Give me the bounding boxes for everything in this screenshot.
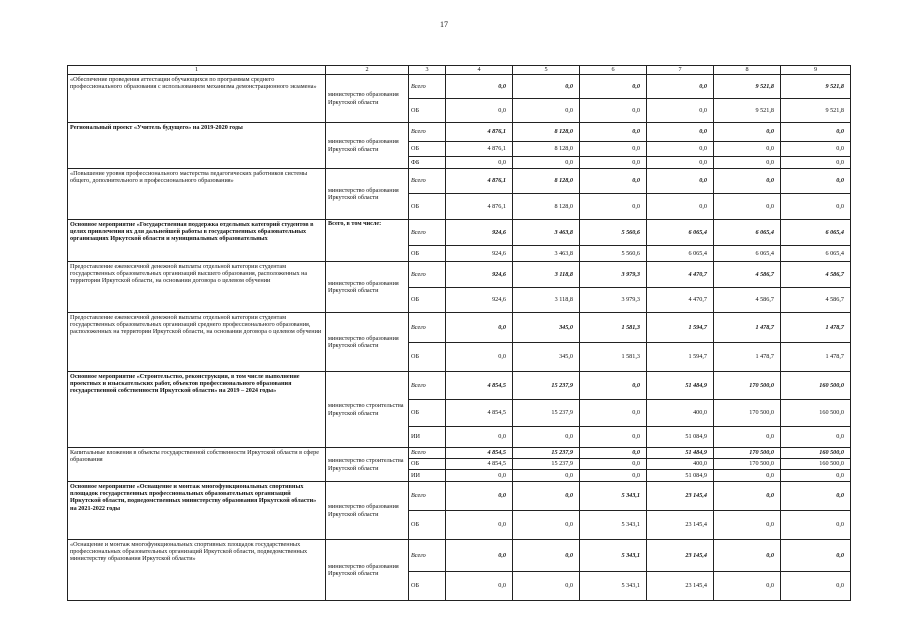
amount-cell: 0,0 xyxy=(580,400,647,427)
amount-cell: 4 470,7 xyxy=(647,288,714,313)
executor-cell: министерство образования Иркутской области xyxy=(326,482,409,540)
amount-cell: 6 065,4 xyxy=(714,246,781,262)
header-col-3: 3 xyxy=(409,66,446,75)
amount-cell: 0,0 xyxy=(513,540,580,572)
amount-cell: 0,0 xyxy=(781,540,851,572)
amount-cell: 170 500,0 xyxy=(714,400,781,427)
table-row xyxy=(68,313,851,343)
amount-cell: 0,0 xyxy=(580,142,647,157)
amount-cell: 0,0 xyxy=(513,99,580,123)
amount-cell: 0,0 xyxy=(446,511,513,540)
executor-cell: министерство образования Иркутской области xyxy=(326,313,409,372)
funding-source-cell: Всего xyxy=(409,448,446,459)
header-col-8: 8 xyxy=(714,66,781,75)
amount-cell: 0,0 xyxy=(647,99,714,123)
amount-cell: 0,0 xyxy=(714,427,781,448)
amount-cell: 51 484,9 xyxy=(647,372,714,400)
amount-cell: 0,0 xyxy=(781,470,851,482)
amount-cell: 1 478,7 xyxy=(781,313,851,343)
amount-cell: 170 500,0 xyxy=(714,448,781,459)
amount-cell: 0,0 xyxy=(714,194,781,220)
amount-cell: 0,0 xyxy=(513,157,580,169)
amount-cell: 9 521,8 xyxy=(714,75,781,99)
funding-source-cell: Всего xyxy=(409,372,446,400)
header-col-6: 6 xyxy=(580,66,647,75)
amount-cell: 0,0 xyxy=(580,123,647,142)
table-row xyxy=(68,75,851,99)
funding-source-cell: Всего xyxy=(409,313,446,343)
amount-cell: 0,0 xyxy=(446,540,513,572)
executor-cell: министерство образования Иркутской области xyxy=(326,123,409,169)
activity-name-cell: «Оснащение и монтаж многофункциональных спортивных площадок государственных профессиональных образовательных организаций Иркутской области, подведомственных министерству образования Иркутской области» xyxy=(68,540,326,601)
funding-source-cell: ИИ xyxy=(409,427,446,448)
amount-cell: 0,0 xyxy=(647,75,714,99)
amount-cell: 51 084,9 xyxy=(647,470,714,482)
activity-name-cell: Капитальные вложения в объекты государственной собственности Иркутской области в сфере образования xyxy=(68,448,326,482)
table-row xyxy=(68,540,851,572)
funding-source-cell: ОБ xyxy=(409,99,446,123)
amount-cell: 0,0 xyxy=(513,75,580,99)
amount-cell: 3 118,8 xyxy=(513,288,580,313)
funding-source-cell: ОБ xyxy=(409,142,446,157)
amount-cell: 160 500,0 xyxy=(781,459,851,470)
amount-cell: 5 560,6 xyxy=(580,246,647,262)
amount-cell: 0,0 xyxy=(714,157,781,169)
header-col-2: 2 xyxy=(326,66,409,75)
amount-cell: 4 876,1 xyxy=(446,194,513,220)
amount-cell: 6 065,4 xyxy=(647,220,714,246)
amount-cell: 0,0 xyxy=(714,169,781,194)
executor-cell: министерство строительства Иркутской области xyxy=(326,372,409,448)
amount-cell: 9 521,8 xyxy=(781,75,851,99)
header-col-7: 7 xyxy=(647,66,714,75)
funding-source-cell: Всего xyxy=(409,540,446,572)
amount-cell: 3 979,3 xyxy=(580,262,647,288)
funding-source-cell: Всего xyxy=(409,75,446,99)
executor-cell: Всего, в том числе: xyxy=(326,220,409,262)
header-row xyxy=(68,66,851,75)
amount-cell: 0,0 xyxy=(714,540,781,572)
amount-cell: 23 145,4 xyxy=(647,572,714,601)
amount-cell: 3 463,8 xyxy=(513,246,580,262)
amount-cell: 0,0 xyxy=(647,142,714,157)
amount-cell: 0,0 xyxy=(647,194,714,220)
activity-name-cell: Предоставление ежемесячной денежной выплаты отдельной категории студентам государственных образовательных организаций высшего образования, расположенных на территории Иркутской области, на основании договора о целевом обучении xyxy=(68,262,326,313)
amount-cell: 23 145,4 xyxy=(647,540,714,572)
funding-source-cell: ОБ xyxy=(409,511,446,540)
table-row xyxy=(68,448,851,459)
amount-cell: 0,0 xyxy=(781,427,851,448)
amount-cell: 15 237,9 xyxy=(513,448,580,459)
amount-cell: 15 237,9 xyxy=(513,400,580,427)
amount-cell: 0,0 xyxy=(647,157,714,169)
funding-source-cell: ОБ xyxy=(409,572,446,601)
amount-cell: 8 128,0 xyxy=(513,194,580,220)
funding-source-cell: Всего xyxy=(409,262,446,288)
amount-cell: 160 500,0 xyxy=(781,372,851,400)
activity-name-cell: «Обеспечение проведения аттестации обучающихся по программам среднего профессионального образования с использованием механизма демонстрационного экзамена» xyxy=(68,75,326,123)
amount-cell: 6 065,4 xyxy=(781,246,851,262)
amount-cell: 0,0 xyxy=(647,123,714,142)
funding-source-cell: ОБ xyxy=(409,459,446,470)
amount-cell: 0,0 xyxy=(513,470,580,482)
amount-cell: 0,0 xyxy=(781,482,851,511)
amount-cell: 0,0 xyxy=(714,572,781,601)
table-row xyxy=(68,123,851,142)
amount-cell: 1 581,3 xyxy=(580,343,647,372)
amount-cell: 4 854,5 xyxy=(446,400,513,427)
amount-cell: 4 586,7 xyxy=(781,288,851,313)
table-row xyxy=(68,262,851,288)
table-row xyxy=(68,220,851,246)
amount-cell: 0,0 xyxy=(781,123,851,142)
amount-cell: 0,0 xyxy=(580,99,647,123)
amount-cell: 0,0 xyxy=(446,427,513,448)
table-row xyxy=(68,169,851,194)
funding-source-cell: Всего xyxy=(409,482,446,511)
amount-cell: 0,0 xyxy=(781,572,851,601)
amount-cell: 0,0 xyxy=(781,157,851,169)
amount-cell: 0,0 xyxy=(714,142,781,157)
amount-cell: 15 237,9 xyxy=(513,459,580,470)
amount-cell: 0,0 xyxy=(513,511,580,540)
amount-cell: 4 854,5 xyxy=(446,448,513,459)
amount-cell: 1 478,7 xyxy=(781,343,851,372)
amount-cell: 1 478,7 xyxy=(714,343,781,372)
amount-cell: 9 521,8 xyxy=(714,99,781,123)
amount-cell: 0,0 xyxy=(446,572,513,601)
funding-source-cell: Всего xyxy=(409,169,446,194)
header-col-9: 9 xyxy=(781,66,851,75)
activity-name-cell: Основное мероприятие «Оснащение и монтаж многофункциональных спортивных площадок государственных профессиональных образовательных организаций Иркутской области, подведомственных министерству образования Иркутской области» на 2021-2022 годы xyxy=(68,482,326,540)
funding-source-cell: ОБ xyxy=(409,288,446,313)
activity-name-cell: Основное мероприятие «Государственная поддержка отдельных категорий студентов в целях привлечения их для дальнейшей работы в государственных образовательных организациях Иркутской области и муниципальных образовательных xyxy=(68,220,326,262)
funding-source-cell: ОБ xyxy=(409,246,446,262)
amount-cell: 8 128,0 xyxy=(513,169,580,194)
amount-cell: 1 594,7 xyxy=(647,343,714,372)
amount-cell: 8 128,0 xyxy=(513,123,580,142)
amount-cell: 4 876,1 xyxy=(446,169,513,194)
amount-cell: 5 343,1 xyxy=(580,540,647,572)
amount-cell: 0,0 xyxy=(580,75,647,99)
executor-cell: министерство образования Иркутской области xyxy=(326,262,409,313)
amount-cell: 0,0 xyxy=(580,448,647,459)
amount-cell: 4 586,7 xyxy=(781,262,851,288)
amount-cell: 0,0 xyxy=(513,572,580,601)
amount-cell: 170 500,0 xyxy=(714,372,781,400)
amount-cell: 0,0 xyxy=(446,313,513,343)
amount-cell: 924,6 xyxy=(446,220,513,246)
amount-cell: 0,0 xyxy=(580,157,647,169)
amount-cell: 0,0 xyxy=(647,169,714,194)
amount-cell: 51 484,9 xyxy=(647,448,714,459)
amount-cell: 0,0 xyxy=(513,427,580,448)
amount-cell: 9 521,8 xyxy=(781,99,851,123)
amount-cell: 0,0 xyxy=(446,157,513,169)
executor-cell: министерство образования Иркутской области xyxy=(326,169,409,220)
funding-source-cell: ОБ xyxy=(409,343,446,372)
amount-cell: 3 118,8 xyxy=(513,262,580,288)
amount-cell: 924,6 xyxy=(446,246,513,262)
amount-cell: 4 470,7 xyxy=(647,262,714,288)
activity-name-cell: Предоставление ежемесячной денежной выплаты отдельной категории студентам государственных образовательных организаций среднего профессионального образования, расположенных на территории Иркутской области, на основании договора о целевом обучении xyxy=(68,313,326,372)
amount-cell: 0,0 xyxy=(580,459,647,470)
amount-cell: 0,0 xyxy=(446,343,513,372)
amount-cell: 0,0 xyxy=(580,470,647,482)
executor-cell: министерство образования Иркутской области xyxy=(326,540,409,601)
header-col-5: 5 xyxy=(513,66,580,75)
page-number: 17 xyxy=(440,20,448,29)
amount-cell: 6 065,4 xyxy=(714,220,781,246)
activity-name-cell: «Повышение уровня профессионального мастерства педагогических работников системы общего, дополнительного и профессионального образования» xyxy=(68,169,326,220)
amount-cell: 23 145,4 xyxy=(647,511,714,540)
amount-cell: 23 145,4 xyxy=(647,482,714,511)
funding-source-cell: Всего xyxy=(409,220,446,246)
amount-cell: 0,0 xyxy=(781,169,851,194)
amount-cell: 0,0 xyxy=(714,123,781,142)
amount-cell: 6 065,4 xyxy=(781,220,851,246)
amount-cell: 0,0 xyxy=(714,482,781,511)
table-row xyxy=(68,372,851,400)
amount-cell: 0,0 xyxy=(446,482,513,511)
amount-cell: 5 343,1 xyxy=(580,572,647,601)
amount-cell: 3 979,3 xyxy=(580,288,647,313)
amount-cell: 0,0 xyxy=(714,511,781,540)
amount-cell: 0,0 xyxy=(446,470,513,482)
amount-cell: 0,0 xyxy=(781,511,851,540)
funding-source-cell: ИИ xyxy=(409,470,446,482)
amount-cell: 3 463,8 xyxy=(513,220,580,246)
amount-cell: 0,0 xyxy=(781,142,851,157)
header-col-4: 4 xyxy=(446,66,513,75)
amount-cell: 4 876,1 xyxy=(446,123,513,142)
amount-cell: 0,0 xyxy=(781,194,851,220)
amount-cell: 924,6 xyxy=(446,288,513,313)
amount-cell: 4 854,5 xyxy=(446,372,513,400)
amount-cell: 924,6 xyxy=(446,262,513,288)
funding-source-cell: ОБ xyxy=(409,400,446,427)
funding-source-cell: Всего xyxy=(409,123,446,142)
amount-cell: 5 343,1 xyxy=(580,482,647,511)
amount-cell: 170 500,0 xyxy=(714,459,781,470)
financing-table xyxy=(67,65,851,601)
amount-cell: 1 594,7 xyxy=(647,313,714,343)
amount-cell: 0,0 xyxy=(446,75,513,99)
activity-name-cell: Основное мероприятие «Строительство, реконструкция, в том числе выполнение проектных и изыскательских работ, объектов профессионального образования государственной собственности Иркутской области» на 2019 – 2024 годы» xyxy=(68,372,326,448)
amount-cell: 8 128,0 xyxy=(513,142,580,157)
amount-cell: 4 854,5 xyxy=(446,459,513,470)
amount-cell: 0,0 xyxy=(580,169,647,194)
amount-cell: 0,0 xyxy=(714,470,781,482)
amount-cell: 5 560,6 xyxy=(580,220,647,246)
funding-source-cell: ФБ xyxy=(409,157,446,169)
amount-cell: 5 343,1 xyxy=(580,511,647,540)
funding-source-cell: ОБ xyxy=(409,194,446,220)
amount-cell: 0,0 xyxy=(580,194,647,220)
amount-cell: 0,0 xyxy=(513,482,580,511)
header-col-1: 1 xyxy=(68,66,326,75)
amount-cell: 345,0 xyxy=(513,343,580,372)
amount-cell: 1 478,7 xyxy=(714,313,781,343)
amount-cell: 0,0 xyxy=(580,427,647,448)
executor-cell: министерство строительства Иркутской области xyxy=(326,448,409,482)
executor-cell: министерство образования Иркутской области xyxy=(326,75,409,123)
amount-cell: 4 586,7 xyxy=(714,288,781,313)
amount-cell: 51 084,9 xyxy=(647,427,714,448)
amount-cell: 0,0 xyxy=(446,99,513,123)
amount-cell: 4 586,7 xyxy=(714,262,781,288)
amount-cell: 0,0 xyxy=(580,372,647,400)
amount-cell: 160 500,0 xyxy=(781,448,851,459)
amount-cell: 345,0 xyxy=(513,313,580,343)
table-row xyxy=(68,482,851,511)
amount-cell: 4 876,1 xyxy=(446,142,513,157)
amount-cell: 1 581,3 xyxy=(580,313,647,343)
amount-cell: 6 065,4 xyxy=(647,246,714,262)
activity-name-cell: Региональный проект «Учитель будущего» на 2019-2020 годы xyxy=(68,123,326,169)
amount-cell: 15 237,9 xyxy=(513,372,580,400)
amount-cell: 400,0 xyxy=(647,400,714,427)
amount-cell: 160 500,0 xyxy=(781,400,851,427)
amount-cell: 400,0 xyxy=(647,459,714,470)
